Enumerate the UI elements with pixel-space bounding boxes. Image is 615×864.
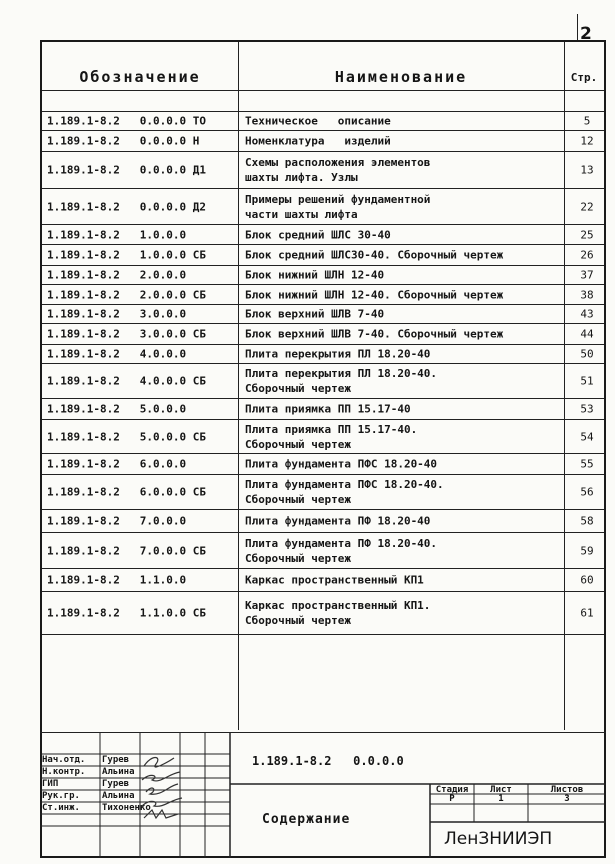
row-designation: 1.189.1-8.2 0.0.0.0 Д1 <box>47 163 206 177</box>
row-page: 44 <box>580 327 594 341</box>
row-name: Плита перекрытия ПЛ 18.20-40 <box>245 347 431 361</box>
row-designation: 1.189.1-8.2 7.0.0.0 СБ <box>47 544 206 557</box>
signer-name: Альина <box>102 791 135 801</box>
row-designation: 1.189.1-8.2 2.0.0.0 СБ <box>47 288 206 301</box>
row-name: Каркас пространственный КП1. Сборочный чертеж <box>245 599 431 627</box>
table-row <box>42 152 604 189</box>
row-designation: 1.189.1-8.2 3.0.0.0 <box>47 307 187 321</box>
row-name: Блок верхний ШЛВ 7-40 <box>245 307 385 321</box>
row-page: 51 <box>580 374 594 388</box>
row-page: 55 <box>580 457 594 471</box>
row-designation: 1.189.1-8.2 4.0.0.0 <box>47 347 187 361</box>
signer-name: Гурев <box>102 755 130 765</box>
row-page: 12 <box>580 134 594 148</box>
row-page: 38 <box>580 288 594 301</box>
signer-name: Альина <box>102 767 135 777</box>
sheets-label: Листов <box>550 785 584 795</box>
organization-name: ЛенЗНИИЭП <box>444 829 553 849</box>
row-name: Плита приямка ПП 15.17-40. Сборочный чертеж <box>245 422 418 451</box>
signer-role: Ст.инж. <box>42 803 80 813</box>
row-name: Техническое описание <box>245 114 391 128</box>
row-page: 58 <box>580 514 594 528</box>
table-row <box>42 189 604 225</box>
title-block <box>40 732 606 858</box>
row-name: Плита фундамента ПФ 18.20-40. Сборочный чертеж <box>245 536 438 565</box>
row-designation: 1.189.1-8.2 5.0.0.0 СБ <box>47 430 206 443</box>
table-row <box>42 454 604 475</box>
header-divider <box>42 90 604 91</box>
table-row <box>42 592 604 635</box>
signer-role: Н.контр. <box>42 767 86 777</box>
header-designation: Обозначение <box>79 68 201 86</box>
document-code: 1.189.1-8.2 0.0.0.0 <box>252 754 404 768</box>
row-designation: 1.189.1-8.2 3.0.0.0 СБ <box>47 327 206 341</box>
row-name: Примеры решений фундаментной части шахты лифта <box>245 192 431 221</box>
table-row <box>42 112 604 131</box>
row-designation: 1.189.1-8.2 4.0.0.0 СБ <box>47 374 206 388</box>
row-name: Плита фундамента ПФС 18.20-40. Сборочный чертеж <box>245 478 444 506</box>
sheet-label: Лист <box>490 785 512 795</box>
row-name: Блок верхний ШЛВ 7-40. Сборочный чертеж <box>245 327 504 341</box>
sheets-value: 3 <box>564 794 570 804</box>
row-name: Блок нижний ШЛН 12-40. Сборочный чертеж <box>245 288 504 301</box>
row-name: Каркас пространственный КП1 <box>245 573 424 587</box>
table-row <box>42 510 604 533</box>
row-name: Блок нижний ШЛН 12-40 <box>245 268 385 282</box>
corner-mark <box>577 14 578 42</box>
row-designation: 1.189.1-8.2 1.0.0.0 СБ <box>47 248 206 262</box>
row-designation: 1.189.1-8.2 0.0.0.0 Д2 <box>47 200 206 213</box>
row-page: 50 <box>580 347 594 361</box>
header-name: Наименование <box>334 68 468 86</box>
row-designation: 1.189.1-8.2 0.0.0.0 ТО <box>47 114 206 128</box>
table-row <box>42 399 604 420</box>
row-page: 13 <box>580 163 594 177</box>
row-name: Блок средний ШЛС 30-40 <box>245 228 391 241</box>
row-designation: 1.189.1-8.2 1.1.0.0 СБ <box>47 606 206 620</box>
table-row <box>42 305 604 324</box>
document-title: Содержание <box>262 812 351 827</box>
row-page: 59 <box>580 544 594 557</box>
signer-role: Нач.отд. <box>42 755 86 765</box>
table-row <box>42 285 604 305</box>
stage-label: Стадия <box>435 785 469 795</box>
table-row <box>42 475 604 510</box>
table-row <box>42 420 604 454</box>
table-row <box>42 324 604 345</box>
row-designation: 1.189.1-8.2 7.0.0.0 <box>47 514 187 528</box>
row-designation: 1.189.1-8.2 5.0.0.0 <box>47 402 187 416</box>
row-page: 56 <box>580 485 594 499</box>
row-page: 26 <box>580 248 594 262</box>
row-name: Номенклатура изделий <box>245 134 391 148</box>
table-row <box>42 131 604 152</box>
row-designation: 1.189.1-8.2 1.1.0.0 <box>47 573 187 587</box>
table-row <box>42 245 604 266</box>
sheet-value: 1 <box>498 794 504 804</box>
row-page: 37 <box>580 268 594 282</box>
signer-role: Рук.гр. <box>42 791 80 801</box>
row-designation: 1.189.1-8.2 6.0.0.0 <box>47 457 187 471</box>
row-name: Плита фундамента ПФС 18.20-40 <box>245 457 438 471</box>
table-row <box>42 533 604 569</box>
table-row <box>42 345 604 364</box>
row-page: 22 <box>580 200 594 213</box>
signer-role: ГИП <box>42 779 59 789</box>
row-name: Плита приямка ПП 15.17-40 <box>245 402 411 416</box>
row-designation: 1.189.1-8.2 6.0.0.0 СБ <box>47 485 206 499</box>
row-page: 61 <box>580 606 594 620</box>
row-name: Плита перекрытия ПЛ 18.20-40. Сборочный чертеж <box>245 367 438 395</box>
handwritten-signatures <box>138 750 188 830</box>
row-name: Блок средний ШЛС30-40. Сборочный чертеж <box>245 248 504 262</box>
table-row <box>42 569 604 592</box>
header-page: Стр. <box>570 70 598 84</box>
row-designation: 1.189.1-8.2 2.0.0.0 <box>47 268 187 282</box>
table-row <box>42 266 604 285</box>
row-page: 43 <box>580 307 594 321</box>
row-name: Плита фундамента ПФ 18.20-40 <box>245 514 431 528</box>
row-page: 53 <box>580 402 594 416</box>
row-page: 54 <box>580 430 594 443</box>
row-page: 60 <box>580 573 594 587</box>
row-page: 25 <box>580 228 594 241</box>
signer-name: Тихоненко <box>102 803 151 813</box>
stage-value: Р <box>449 794 455 804</box>
table-row <box>42 364 604 399</box>
row-designation: 1.189.1-8.2 1.0.0.0 <box>47 228 187 241</box>
signer-name: Гурев <box>102 779 130 789</box>
page-number: 2 <box>580 24 592 44</box>
row-designation: 1.189.1-8.2 0.0.0.0 Н <box>47 134 200 148</box>
row-page: 5 <box>583 114 591 128</box>
row-name: Схемы расположения элементов шахты лифта. Узлы <box>245 156 431 184</box>
table-row <box>42 225 604 245</box>
